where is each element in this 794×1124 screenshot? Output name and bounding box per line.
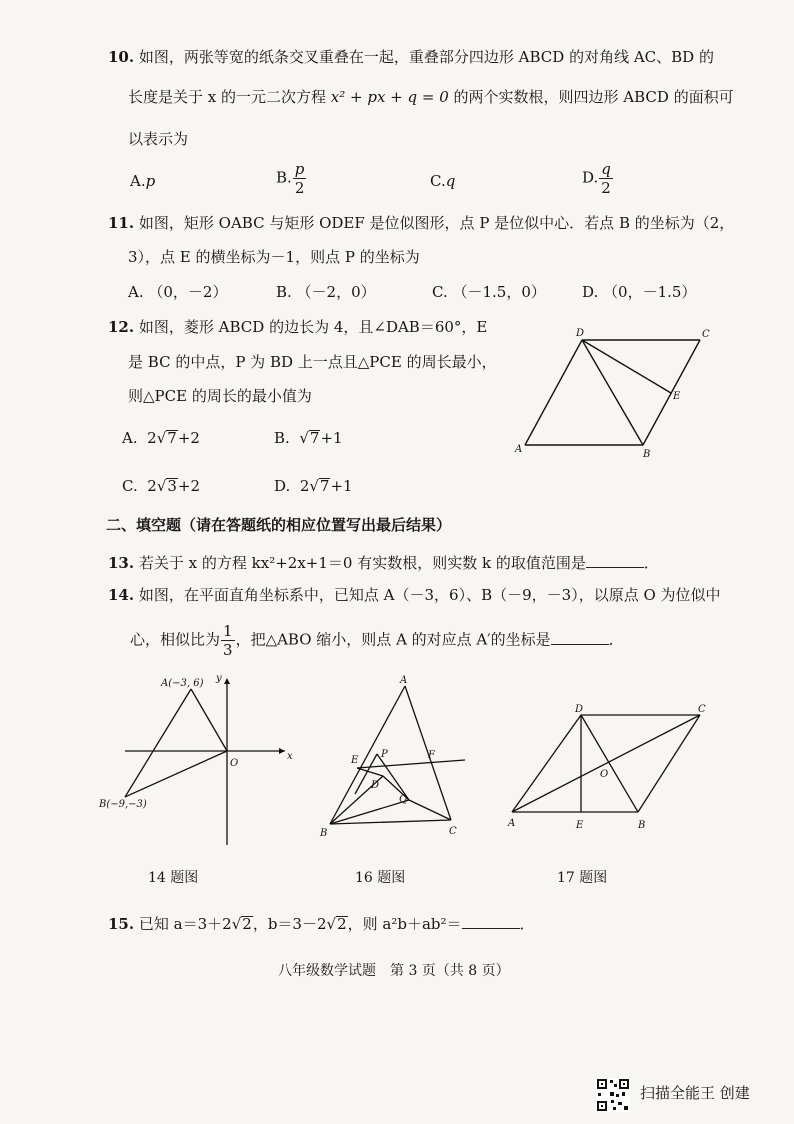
fig17-side-da [512,715,581,812]
q15-answer-blank[interactable] [462,914,520,929]
fig17 [500,700,720,835]
scanner-watermark: 扫描全能王 创建 [640,1084,750,1102]
fig14-y-arrow [224,678,230,684]
q13-answer-blank[interactable] [586,553,644,568]
page-footer: 八年级数学试题 第 3 页（共 8 页） [278,963,510,979]
fig16-side-bc [330,820,451,824]
q14-line2: 心，相似比为 $\frac{1}{3}$ ，把△ABO 缩小，则点 A 的对应点 A′的坐标是 ． [130,622,624,659]
fig17-label-c: C [698,704,706,715]
q10-option-c[interactable]: C.q [430,172,456,190]
q12-side-bc [643,340,700,445]
fig17-diagonal-ac [512,715,700,812]
q12-option-a[interactable]: A. 2√7+2 [122,429,200,447]
q11-option-c[interactable]: C. （－1.5，0） [432,283,546,301]
q12-segment-de [582,340,671,393]
fig14-label-y: y [216,673,222,684]
q15-text: 15. 已知 a＝3＋2√2，b＝3－2√2，则 a²b＋ab²＝ ． [108,915,535,933]
fig14-label-b: B(−9,−3) [99,799,147,810]
q10-option-b[interactable]: B. $\frac{p}{2}$ [276,160,305,197]
fig17-diagonal-db [581,715,638,812]
q12-label-d: D [576,328,585,339]
fig16-label-p: P [381,749,388,760]
qr-code-icon [596,1078,630,1112]
q14-answer-blank[interactable] [551,630,609,645]
fig16-side-ab [330,686,408,824]
fig17-label-o: O [600,769,609,780]
q11-line2: 3），点 E 的横坐标为－1，则点 P 的坐标为 [128,248,420,266]
fig16 [315,672,475,842]
q12-option-b[interactable]: B. √7+1 [274,429,343,447]
fig14-segment-ao [191,689,227,751]
q10-line2: 长度是关于 x 的一元二次方程 x² + px + q = 0 的两个实数根，则四边形 ABCD 的面积可 [128,88,734,106]
fig14-label-x: x [287,751,293,762]
fig17-caption: 17 题图 [557,870,608,886]
fig14-x-arrow [279,748,285,754]
q10-option-a[interactable]: A.p [130,172,156,190]
q13-text: 13. 若关于 x 的方程 kx²+2x+1＝0 有实数根，则实数 k 的取值范围是 ． [108,554,659,572]
q11-option-d[interactable]: D. （0，－1.5） [582,283,697,301]
fig17-side-bc [638,715,700,812]
q11-option-b[interactable]: B. （－2，0） [276,283,376,301]
q10-line1: 10. 如图，两张等宽的纸条交叉重叠在一起，重叠部分四边形 ABCD 的对角线 AC、BD 的 [108,48,714,66]
fig17-label-d: D [575,704,584,715]
q12-line1: 12. 如图，菱形 ABCD 的边长为 4，且∠DAB＝60°，E [108,318,488,336]
fig14 [95,670,310,855]
q12-line2: 是 BC 的中点，P 为 BD 上一点且△PCE 的周长最小， [128,353,497,371]
q12-label-b: B [643,449,651,460]
fig16-label-f: F [428,750,435,761]
fig17-label-a: A [508,818,516,829]
fig14-caption: 14 题图 [148,870,199,886]
fig14-segment-bo [125,751,227,797]
fig16-label-c: C [449,826,457,837]
q12-side-da [525,340,582,445]
fig16-segment-ed [357,768,383,776]
fig16-label-q: Q [399,794,408,805]
fig16-label-b: B [320,828,328,839]
fig16-label-e: E [351,755,359,766]
q12-diagonal-db [582,340,643,445]
fig16-label-d: D [371,780,380,791]
fig16-segment-bq [330,800,409,824]
q10-option-d[interactable]: D. $\frac{q}{2}$ [582,160,611,197]
section-fill-in-title: 二、填空题（请在答题纸的相应位置写出最后结果） [106,516,452,534]
fig14-segment-ab [125,689,191,797]
fig17-label-b: B [638,820,646,831]
fig14-label-a: A(−3, 6) [161,678,204,689]
q14-line1: 14. 如图，在平面直角坐标系中，已知点 A（－3，6）、B（－9，－3），以原点 O 为位似中 [108,586,721,604]
q11-line1: 11. 如图，矩形 OABC 与矩形 ODEF 是位似图形，点 P 是位似中心．若点 B 的坐标为（2， [108,214,735,232]
q12-line3: 则△PCE 的周长的最小值为 [128,387,312,405]
q12-figure [505,325,725,465]
fig17-label-e: E [576,820,584,831]
q10-line3: 以表示为 [128,130,189,148]
fig16-label-a: A [400,675,408,686]
fig16-caption: 16 题图 [355,870,406,886]
q12-option-d[interactable]: D. 2√7+1 [274,477,353,495]
q12-label-c: C [702,329,710,340]
fig14-label-o: O [230,758,239,769]
q11-option-a[interactable]: A. （0，－2） [128,283,228,301]
q12-option-c[interactable]: C. 2√3+2 [122,477,201,495]
q12-label-a: A [515,444,523,455]
q12-label-e: E [673,391,681,402]
